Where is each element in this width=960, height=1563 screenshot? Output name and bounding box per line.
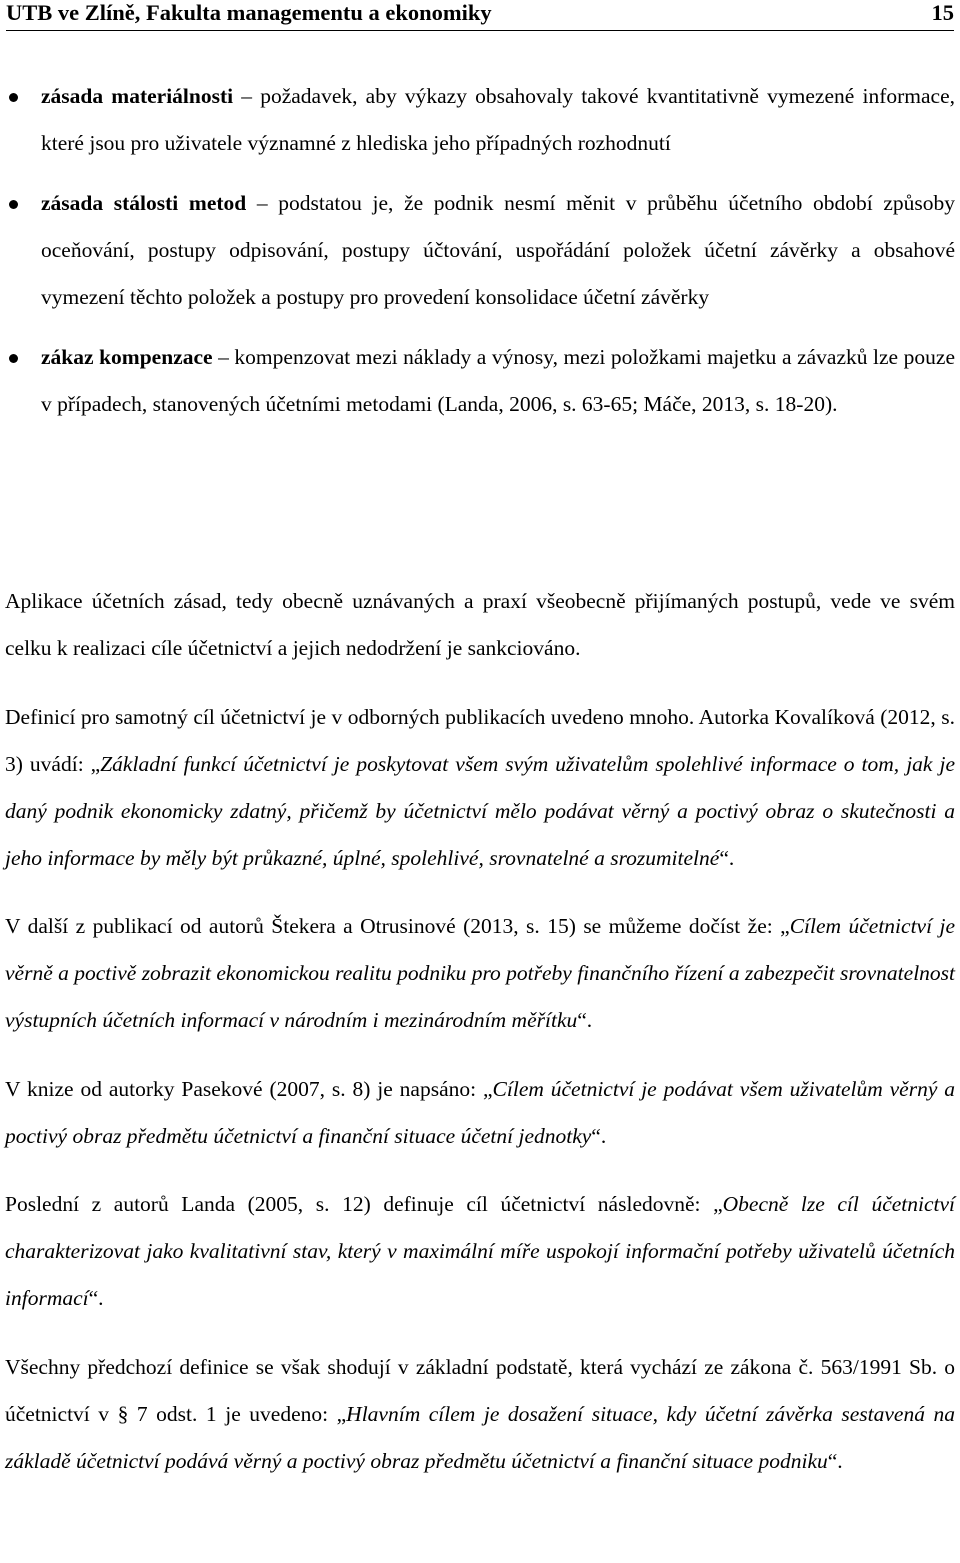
principles-list bbox=[0, 73, 960, 441]
paragraph bbox=[5, 578, 955, 672]
paragraph bbox=[5, 1344, 955, 1485]
bullet-icon bbox=[9, 200, 18, 209]
paragraph bbox=[5, 1066, 955, 1160]
paragraph bbox=[5, 1181, 955, 1322]
page-header bbox=[6, 0, 954, 31]
paragraph-text: Aplikace účetních zásad, tedy obecně uznávaných a praxí všeobecně přijímaných postupů, vede ve svém celku k realizaci cíle účetnictví a jejich nedodržení je sankciováno. bbox=[5, 589, 955, 660]
quotation: Obecně lze cíl účetnictví charakterizovat jako kvalitativní stav, který v maximální míře uspokojí informační potřeby uživatelů účetních informací bbox=[5, 1192, 956, 1310]
quote-close: “. bbox=[577, 1008, 593, 1032]
list-item bbox=[41, 180, 955, 321]
principle-description: – kompenzovat mezi náklady a výnosy, mezi položkami majetku a závazků lze pouze v případech, stanovených účetními metodami (Landa, 2006, s. 63-65; Máče, 2013, s. 18-20). bbox=[41, 345, 955, 416]
paragraph-text: Všechny předchozí definice se však shodují v základní podstatě, která vychází ze zákona č. 563/1991 Sb. o účetnictví v § 7 odst. 1 je uvedeno: „ bbox=[5, 1354, 955, 1426]
quotation: Základní funkcí účetnictví je poskytovat všem svým uživatelům spolehlivé informace o tom, jak je daný podnik ekonomicky zdatný, přičemž by účetnictví mělo podávat věrný a poctivý obraz o skutečnosti a jeho informace by měly být průkazné, úplné, spolehlivé, srovnatelné a srozumitelné bbox=[5, 751, 955, 870]
quote-close: “. bbox=[719, 845, 735, 870]
bullet-icon bbox=[9, 354, 18, 363]
header-title: UTB ve Zlíně, Fakulta managementu a ekonomiky bbox=[6, 0, 492, 25]
principle-term: zákaz kompenzace bbox=[41, 345, 213, 369]
list-item-text bbox=[41, 334, 955, 428]
body-text bbox=[5, 578, 955, 1497]
quotation: Hlavním cílem je dosažení situace, kdy účetní závěrka sestavená na základě účetnictví podává věrný a poctivý obraz předmětu účetnictví a finanční situace podniku bbox=[5, 1401, 955, 1473]
paragraph bbox=[5, 694, 955, 882]
principle-description: – podstatou je, že podnik nesmí měnit v průběhu účetního období způsoby oceňování, postupy odpisování, postupy účtování, uspořádání položek účetní závěrky a obsahové vymezení těchto položek a postupy pro provedení konsolidace účetní závěrky bbox=[41, 191, 955, 309]
list-item bbox=[41, 334, 955, 428]
paragraph-text: V knize od autorky Pasekové (2007, s. 8) je napsáno: „ bbox=[5, 1076, 493, 1101]
paragraph-text: V další z publikací od autorů Štekera a Otrusinové (2013, s. 15) se můžeme dočíst že: „ bbox=[5, 914, 790, 938]
quotation: Cílem účetnictví je věrně a poctivě zobrazit ekonomickou realitu podniku pro potřeby finančního řízení a zabezpečit srovnatelnost výstupních účetních informací v národním i mezinárodním měřítku bbox=[5, 914, 956, 1032]
principle-description: – požadavek, aby výkazy obsahovaly takové kvantitativně vymezené informace, které jsou pro uživatele významné z hlediska jeho případných rozhodnutí bbox=[41, 84, 955, 155]
quote-close: “. bbox=[88, 1286, 104, 1310]
paragraph bbox=[5, 903, 955, 1044]
principle-term: zásada stálosti metod bbox=[41, 191, 247, 215]
quote-close: “. bbox=[591, 1123, 607, 1148]
list-item-text bbox=[41, 180, 955, 321]
principle-term: zásada materiálnosti bbox=[41, 84, 234, 108]
quote-close: “. bbox=[827, 1448, 843, 1473]
list-item bbox=[41, 73, 955, 167]
page-number: 15 bbox=[931, 0, 954, 25]
bullet-icon bbox=[9, 93, 18, 102]
paragraph-text: Definicí pro samotný cíl účetnictví je v odborných publikacích uvedeno mnoho. Autorka Kovalíková (2012, s. 3) uvádí: „ bbox=[5, 704, 955, 776]
list-item-text bbox=[41, 73, 955, 167]
quotation: Cílem účetnictví je podávat všem uživatelům věrný a poctivý obraz předmětu účetnictví a finanční situace účetní jednotky bbox=[5, 1076, 956, 1148]
paragraph-text: Poslední z autorů Landa (2005, s. 12) definuje cíl účetnictví následovně: „ bbox=[5, 1192, 723, 1216]
